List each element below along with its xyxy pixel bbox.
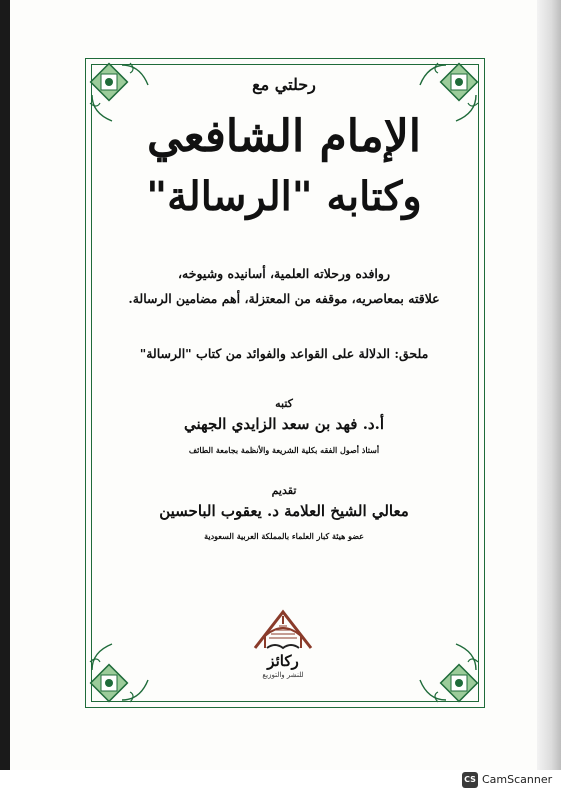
corner-ornament-bottom-left	[82, 640, 152, 710]
book-title-line2: وكتابه "الرسالة"	[146, 173, 422, 220]
subtitle-line2: علاقته بمعاصريه، موقفه من المعتزلة، أهم مضامين الرسالة.	[128, 291, 440, 306]
corner-ornament-bottom-right	[416, 640, 486, 710]
intro-author-role: عضو هيئة كبار العلماء بالمملكة العربية السعودية	[204, 531, 364, 541]
publisher-name: ركائز	[267, 652, 299, 670]
intro-author-name: معالي الشيخ العلامة د. يعقوب الباحسين	[159, 502, 409, 520]
camscanner-watermark: CamScanner	[482, 773, 553, 786]
appendix-line: ملحق: الدلالة على القواعد والفوائد من كتاب "الرسالة"	[139, 346, 429, 361]
subtitle-line1: روافده ورحلاته العلمية، أسانيده وشيوخه،	[178, 266, 390, 281]
page-left-edge	[0, 0, 10, 770]
author-role: أستاذ أصول الفقه بكلية الشريعة والأنظمة بجامعة الطائف	[188, 445, 380, 455]
publisher-tagline: للنشر والتوزيع	[262, 671, 304, 679]
by-label: كتبه	[275, 397, 293, 410]
book-title-line1: الإمام الشافعي	[146, 111, 422, 162]
page-right-edge	[537, 0, 561, 770]
intro-label: تقديم	[271, 484, 297, 497]
camscanner-logo-icon: CS	[462, 772, 478, 788]
with-label: رحلتي مع	[252, 75, 316, 94]
author-name: أ.د. فهد بن سعد الزايدي الجهني	[184, 415, 384, 433]
